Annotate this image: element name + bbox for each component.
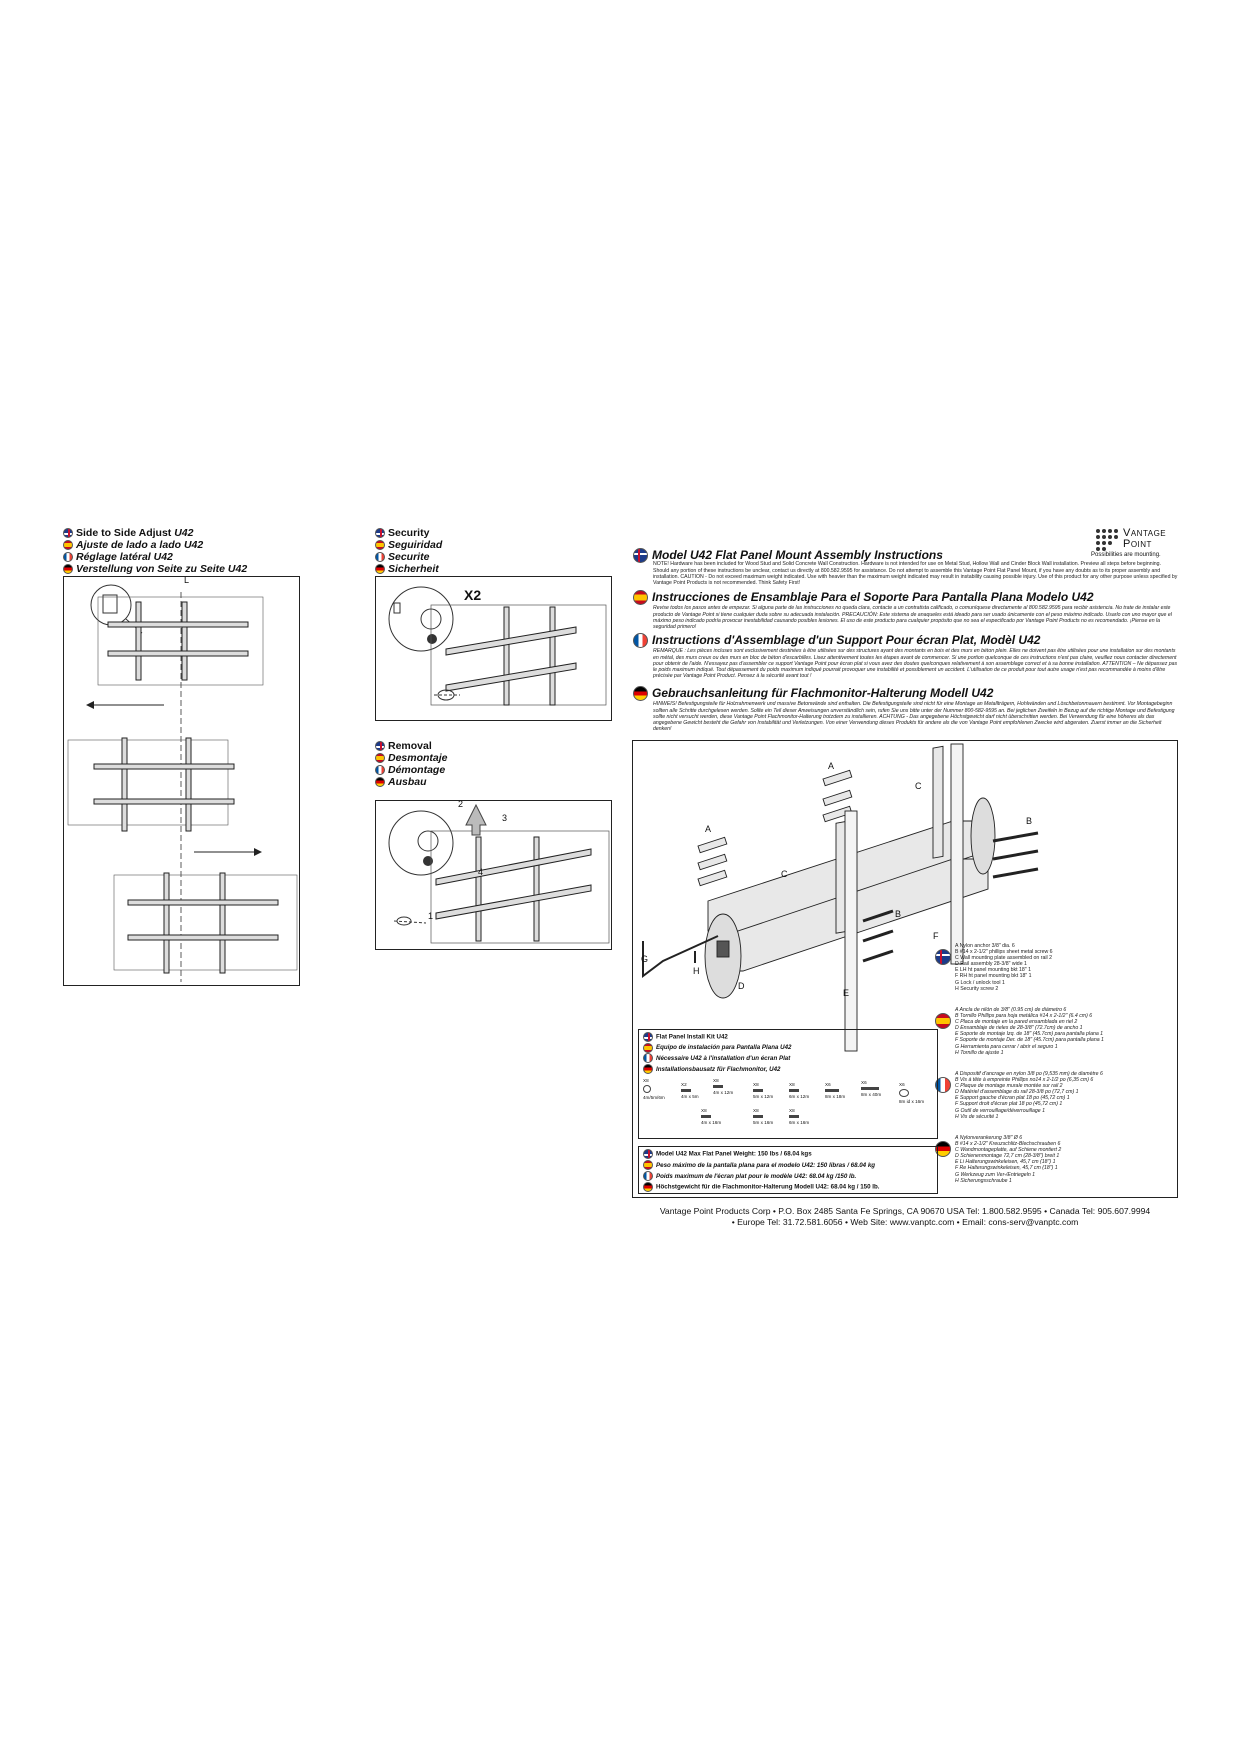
label-c-left: C bbox=[781, 869, 788, 879]
label-a-top: A bbox=[828, 761, 835, 771]
part-c: C Placa de montaje en la pared ensamblada en riel 2 bbox=[955, 1019, 1078, 1026]
france-flag-icon bbox=[643, 1053, 653, 1063]
security-panel bbox=[375, 576, 612, 721]
uk-flag-icon bbox=[643, 1149, 653, 1159]
removal-illustration bbox=[376, 801, 613, 951]
label-c-top: C bbox=[915, 781, 922, 791]
spain-flag-icon bbox=[63, 540, 73, 550]
removal-panel bbox=[375, 800, 612, 950]
assembly-diagram-panel bbox=[632, 740, 1178, 1198]
hardware-grid bbox=[643, 1078, 935, 1136]
spain-flag-icon bbox=[643, 1043, 653, 1053]
parts-list-de bbox=[955, 1135, 1061, 1184]
part-h: H Security screw 2 bbox=[955, 985, 999, 992]
part-d: D Rail assembly 28-3/8" wide 1 bbox=[955, 961, 1027, 968]
uk-flag-icon bbox=[643, 1032, 653, 1042]
part-f: F Re Halterungswinkeleisen, 45,7 cm (18") 1 bbox=[955, 1165, 1058, 1172]
weight-de: Höchstgewicht für die Flachmonitor-Halterung Modell U42: 68.04 kg / 150 lb. bbox=[656, 1184, 880, 1192]
germany-flag-icon bbox=[375, 777, 385, 787]
label-f: F bbox=[933, 931, 939, 941]
part-e: E Li Halterungswinkeleisen, 45,7 cm (18") 1 bbox=[955, 1159, 1056, 1166]
parts-list-fr bbox=[955, 1071, 1103, 1120]
heading-fr: Securite bbox=[388, 551, 430, 563]
uk-flag-icon bbox=[935, 949, 951, 965]
side-adjust-headings bbox=[63, 527, 247, 575]
instructions-title-es: Instrucciones de Ensamblaje Para el Soporte Para Pantalla Plana Modelo U42 bbox=[652, 590, 1094, 604]
security-headings bbox=[375, 527, 442, 575]
parts-list-en bbox=[955, 943, 1053, 992]
instructions-title-fr: Instructions d'Assemblage d'un Support Pour écran Plat, Modèl U42 bbox=[652, 633, 1041, 647]
part-h: H Vis de sécurité 1 bbox=[955, 1113, 999, 1120]
part-g: G Werkzeug zum Ver-/Entriegeln 1 bbox=[955, 1171, 1036, 1178]
heading-es: Seguiridad bbox=[388, 539, 443, 551]
instructions-title-de: Gebrauchsanleitung für Flachmonitor-Halterung Modell U42 bbox=[652, 686, 994, 700]
side-adjust-panel bbox=[63, 576, 300, 986]
hw-item: X6 8m id x 16m bbox=[899, 1082, 925, 1104]
label-h: H bbox=[693, 966, 700, 976]
heading-en: Security bbox=[388, 527, 430, 539]
part-d: D Matériel d'assemblage du rail 28-3/8 po (72,7 cm) 1 bbox=[955, 1089, 1079, 1096]
spain-flag-icon bbox=[375, 540, 385, 550]
label-b-right: B bbox=[1026, 816, 1033, 826]
instructions-fr bbox=[633, 633, 1178, 679]
heading-es: Desmontaje bbox=[388, 752, 448, 764]
heading-fr: Démontage bbox=[388, 764, 446, 776]
kit-heading-es: Equipo de instalación para Pantalla Plana U42 bbox=[656, 1044, 792, 1052]
hw-item: X8 6m x 12m bbox=[789, 1082, 810, 1099]
centerline-label: L bbox=[184, 575, 190, 585]
install-kit-box bbox=[638, 1029, 938, 1139]
part-f: F Support droit d'écran plat 18 po (45,72 cm) 1 bbox=[955, 1101, 1063, 1108]
hw-item: X8 4m x 16m bbox=[701, 1108, 722, 1125]
part-d: D Schienenmontage 72,7 cm (28-3/8") breit 1 bbox=[955, 1153, 1060, 1160]
heading-de: Verstellung von Seite zu Seite U42 bbox=[76, 563, 248, 575]
part-b: B #14 x 2-1/2" Kreuzschlitz-Blechschrauben 6 bbox=[955, 1141, 1061, 1148]
uk-flag-icon bbox=[63, 528, 73, 538]
part-e: E LH ht panel mounting bkt 18" 1 bbox=[955, 967, 1031, 974]
part-g: G Outil de verrouillage/déverrouillage 1 bbox=[955, 1107, 1045, 1114]
part-b: B #14 x 2-1/2" phillips sheet metal screw 6 bbox=[955, 949, 1053, 956]
part-a: A Ancla de nilón de 3/8" (0.95 cm) de diámetro 6 bbox=[955, 1007, 1067, 1013]
part-h: H Sicherungsschraube 1 bbox=[955, 1177, 1012, 1184]
part-b: B Tornillo Phillips para hoja metálica #14 x 2-1/2" (6.4 cm) 6 bbox=[955, 1013, 1093, 1020]
kit-heading-en: Flat Panel Install Kit U42 bbox=[656, 1033, 728, 1041]
france-flag-icon bbox=[633, 633, 648, 648]
label-e: E bbox=[843, 988, 850, 998]
instructions-de bbox=[633, 686, 1178, 732]
part-a: A Nylon anchor 3/8" dia. 6 bbox=[955, 943, 1015, 949]
france-flag-icon bbox=[375, 765, 385, 775]
germany-flag-icon bbox=[643, 1064, 653, 1074]
part-h: H Tornillo de ajuste 1 bbox=[955, 1049, 1004, 1056]
part-e: E Support gauche d'écran plat 18 po (45,72 cm) 1 bbox=[955, 1095, 1070, 1102]
part-c: C Plaque de montage murale montée sur rail 2 bbox=[955, 1083, 1063, 1090]
part-g: G Lock / unlock tool 1 bbox=[955, 979, 1005, 986]
part-a: A Dispositif d'ancrage en nylon 3/8 po (9,535 mm) de diamètre 6 bbox=[955, 1071, 1103, 1077]
instructions-body-es: Revise todos los pasos antes de empezar. Si alguna parte de las instrucciones no queda clara, contacte a un contratista calificado, o comuníquese directamente al 800.582.9595 para recibir asistencia. No trate de instalar este producto de Vantage Point si tiene cualquier duda sobre su adecuada instalación. PRECAUCIÓN: Este sistema de anaqueles está ideado para ser usado únicamente con el peso máximo indicado. Usarlo con uno mayor que el máximo peso indicado podría provocar inestabilidad causando posibles lesiones. El uso de este producto para cualquier propósito que no sea el especificado por Vantage Point Products no es recomendado. ¡Piense en la seguridad primero! bbox=[653, 605, 1172, 630]
instructions-es bbox=[633, 590, 1178, 630]
removal-headings bbox=[375, 740, 448, 788]
germany-flag-icon bbox=[643, 1182, 653, 1192]
heading-en: Removal bbox=[388, 740, 432, 752]
step-2-label: 2 bbox=[458, 799, 464, 809]
instructions-en bbox=[633, 548, 1178, 586]
spain-flag-icon bbox=[643, 1160, 653, 1170]
weight-en: Model U42 Max Flat Panel Weight: 150 lbs / 68.04 kgs bbox=[656, 1150, 812, 1158]
part-f: F Soporte de montaje Der. de 18" (45.7cm) para pantalla plana 1 bbox=[955, 1037, 1104, 1044]
label-d: D bbox=[738, 981, 745, 991]
parts-list-es bbox=[955, 1007, 1104, 1056]
germany-flag-icon bbox=[375, 564, 385, 574]
footer-line-2: • Europe Tel: 31.72.581.6056 • Web Site: www.vanptc.com • Email: cons-serv@vanptc.com bbox=[731, 1217, 1079, 1227]
hw-item: X8 5m x 16m bbox=[753, 1108, 774, 1125]
step-3-label: 3 bbox=[502, 813, 508, 823]
germany-flag-icon bbox=[633, 686, 648, 701]
part-c: C Wall mounting plate assembled on rail 2 bbox=[955, 955, 1052, 962]
instructions-body-fr: REMARQUE : Les pièces incluses sont exclusivement destinées à être utilisées sur des structures ayant des montants en bois et des murs en béton plein. Elles ne doivent pas être utilisées pour une installation sur des montants en métal, des murs creux ou des murs en bloc de béton d'escarbilles. Lisez attentivement toutes les étapes avant de commencer. Si une portion quelconque de ces instructions n'est pas claire, veuillez nous contacter directement pour obtenir de l'aide. N'essayez pas d'assembler ce support Vantage Point pour écran plat si vous avez des doutes quelconques relativement à son assemblage correct et à sa bonne installation. ATTENTION – Ne dépassez pas le poids maximum indiqué. Tout dépassement du poids maximum indiqué pourrait provoquer une instabilité et possiblement un accident. L'utilisation de ce produit pour tout autre usage n'est pas recommandée à moins d'être précisée par Vantage Point Product. Pensez à la sécurité avant tout ! bbox=[653, 648, 1178, 680]
heading-en: Side to Side Adjust U42 bbox=[63, 527, 247, 539]
spain-flag-icon bbox=[375, 753, 385, 763]
uk-flag-icon bbox=[633, 548, 648, 563]
spain-flag-icon bbox=[935, 1013, 951, 1029]
label-b-center: B bbox=[895, 909, 902, 919]
part-f: F RH ht panel mounting bkt 18" 1 bbox=[955, 973, 1032, 980]
weight-es: Peso máximo de la pantalla plana para el modelo U42: 150 libras / 68.04 kg bbox=[656, 1161, 876, 1169]
france-flag-icon bbox=[375, 552, 385, 562]
heading-fr: Réglage latéral U42 bbox=[76, 551, 173, 563]
label-a-left: A bbox=[705, 824, 712, 834]
uk-flag-icon bbox=[375, 741, 385, 751]
instructions-body-de: HINWEIS! Befestigungsteile für Holzrahmenwerk und massive Betonwände sind enthalten. Die Befestigungsteile sind nicht für eine Montage an Metallträgern, Hohlwänden und Löschbetonmauern bestimmt. Vor Montagebeginn sollten alle Schritte durchgelesen werden. Sollte ein Teil dieser Anweisungen unverständlich sein, rufen Sie uns bitte unter der Nummer 800-582-9595 an. Bei jeglichen Zweifeln in Bezug auf die richtige Montage und Befestigung sollte nicht versucht werden, diese Vantage Point Flachmonitor-Halterung trotzdem zu installieren. ACHTUNG - Das angegebene Höchstgewicht darf nicht überschritten werden. Bei Verwendung für eine höheres als das angegebene Gewicht besteht die Gefahr von Instabilität und Verletzungen. Von einer Verwendung dieses Produkts für andere als die von Vantage Point empfohlenen Zwecke wird abgeraten. Zuerst immer an die Sicherheit denken! bbox=[653, 701, 1175, 733]
part-a: A Nylonverankerung 3/8" Ø 6 bbox=[955, 1135, 1023, 1141]
heading-es: Ajuste de lado a lado U42 bbox=[76, 539, 204, 551]
part-c: C Wandmontageplatte, auf Schiene montiert 2 bbox=[955, 1147, 1062, 1154]
hw-item: X8 4m/5m/6m bbox=[643, 1078, 665, 1100]
quantity-label: X2 bbox=[464, 587, 482, 603]
step-4-label: 4 bbox=[478, 867, 484, 877]
label-g: G bbox=[641, 954, 649, 964]
part-d: D Ensamblaje de rieles de 28-3/8" (72.7cm) de ancho 1 bbox=[955, 1025, 1083, 1032]
instructions-title-en: Model U42 Flat Panel Mount Assembly Instructions bbox=[652, 548, 943, 562]
france-flag-icon bbox=[63, 552, 73, 562]
weight-fr: Poids maximum de l'écran plat pour le modèle U42: 68.04 kg /150 lb. bbox=[656, 1172, 857, 1180]
brand-name-1: Vantage bbox=[1123, 527, 1167, 539]
step-1-label: 1 bbox=[428, 911, 434, 921]
hw-item: X8 6m x 16m bbox=[789, 1108, 810, 1125]
brand-tagline: Possibilities are mounting. bbox=[1091, 552, 1161, 558]
hw-item: X8 4m x 12m bbox=[713, 1078, 734, 1095]
hw-item: X8 5m x 12m bbox=[753, 1082, 774, 1099]
kit-heading-fr: Nécessaire U42 à l'installation d'un écran Plat bbox=[656, 1054, 791, 1062]
uk-flag-icon bbox=[375, 528, 385, 538]
brand-name-2: Point bbox=[1123, 538, 1152, 550]
footer-line-1: Vantage Point Products Corp • P.O. Box 2485 Santa Fe Springs, CA 90670 USA Tel: 1.800.582.9595 • Canada Tel: 905.607.9994 bbox=[659, 1206, 1151, 1216]
hw-item: X6 8m x 18m bbox=[825, 1082, 846, 1099]
side-adjust-illustration bbox=[64, 577, 301, 987]
footer bbox=[632, 1206, 1178, 1228]
hw-item: X6 8m x 40m bbox=[861, 1080, 882, 1097]
kit-heading-de: Installationsbausatz für Flachmonitor, U42 bbox=[656, 1065, 781, 1073]
part-g: G Herramienta para cerrar / abrir el seguro 1 bbox=[955, 1043, 1058, 1050]
heading-de: Ausbau bbox=[388, 776, 427, 788]
security-illustration bbox=[376, 577, 613, 722]
part-b: B Vis à tête à empreinte Phillips no14 x 2-1/2 po (6,35 cm) 6 bbox=[955, 1077, 1094, 1084]
part-e: E Soporte de montaje Izq. de 18" (45.7cm) para pantalla plana 1 bbox=[955, 1031, 1104, 1038]
heading-de: Sicherheit bbox=[388, 563, 439, 575]
instructions-body-en: NOTE! Hardware has been included for Wood Stud and Solid Concrete Wall Construction. Hardware is not intended for use on Metal Stud, Hollow Wall and Cinder Block Wall installation. Preview all steps before beginning. Should any portion of these instructions be unclear, contact us directly at 800.582.9595 for assistance. Do not attempt to assemble this Vantage Point Flat Panel Mount, if you have any doubts as to its proper assembly and installation. CAUTION - Do not exceed maximum weight indicated. Use with heavier than the maximum weight indicated may result in instability causing possible injury. Use of this product for any other purpose unless specified by Vantage Point Products is not recommended. Think Safety First! bbox=[653, 561, 1178, 586]
hw-item: X2 4m x 5m bbox=[681, 1082, 699, 1099]
spain-flag-icon bbox=[633, 590, 648, 605]
germany-flag-icon bbox=[63, 564, 73, 574]
max-weight-box bbox=[638, 1146, 938, 1194]
france-flag-icon bbox=[643, 1171, 653, 1181]
